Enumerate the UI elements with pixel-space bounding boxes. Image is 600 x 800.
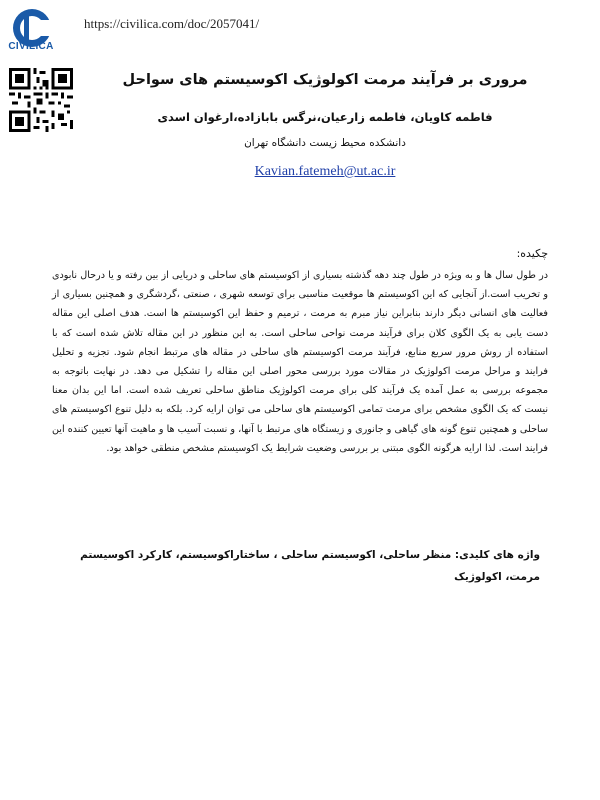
author-email-link[interactable]: Kavian.fatemeh@ut.ac.ir: [254, 164, 396, 179]
paper-authors: فاطمه کاویان، فاطمه زارعیان،نرگس بابازاده،ارغوان اسدی: [157, 110, 493, 124]
abstract-body: در طول سال ها و به ویژه در طول چند دهه گذشته بسیاری از اکوسیستم های ساحلی و دریایی از بین رفته و یا درحال نابودی و تخریب است.از آنجایی که این اکوسیستم ها موقعیت مناسبی برای توسعه شهری ، صنعتی ،گردشگری و همچنین بسیاری از فعالیت های انسانی دیگر دارند بنابراین نیاز مبرم به مرمت ، ترمیم و حفظ این اکوسیستم ها است. هدف اصلی این مقاله دست یابی به یک الگوی کلان برای فرآیند مرمت نواحی ساحلی است. به این منظور در این مقاله تلاش شده است که با استفاده از روش مرور سریع منابع، فرآیند مرمت اکوسیستم های ساحلی در مقاله های مرتبط انجام شود. تجزیه و تحلیل فرایند و مراحل مرمت اکولوژیک در مقالات مورد بررسی محور اصلی این مقاله را تشکیل می دهد. در نهایت باتوجه به مجموعه بررسی به عمل آمده یک فرآیند کلی برای مرمت اکولوژیک مناطق ساحلی تعریف شده است. اما این بدان معنا نیست که یک الگوی مشخص برای مرمت تمامی اکوسیستم های ساحلی می توان ارایه کرد. بلکه به دلیل تنوع اکوسیستم های ساحلی و همچنین تنوع گونه های گیاهی و جانوری و زیستگاه های مرتبط با آنها، و نسبت آسیب ها و ماهیت آنها تعیین کننده این فرایند است. لذا ارایه هرگونه الگوی مبتنی بر بررسی وضعیت شرایط یک اکوسیستم مشخص منطقی خواهد بود.: [52, 270, 548, 454]
qr-code-icon: [9, 68, 73, 132]
logo-text: CIVILICA: [8, 41, 54, 52]
abstract-heading: چکیده:: [516, 247, 548, 260]
keywords: واژه های کلیدی: منظر ساحلی، اکوسیستم ساحلی ، ساختاراکوسیستم، کارکرد اکوسیستم مرمت، اکولوژیک: [80, 549, 540, 583]
paper-title: مروری بر فرآیند مرمت اکولوژیک اکوسیستم های سواحل: [122, 72, 528, 88]
author-affiliation: دانشکده محیط زیست دانشگاه تهران: [244, 137, 406, 149]
document-url[interactable]: https://civilica.com/doc/2057041/: [84, 16, 260, 31]
